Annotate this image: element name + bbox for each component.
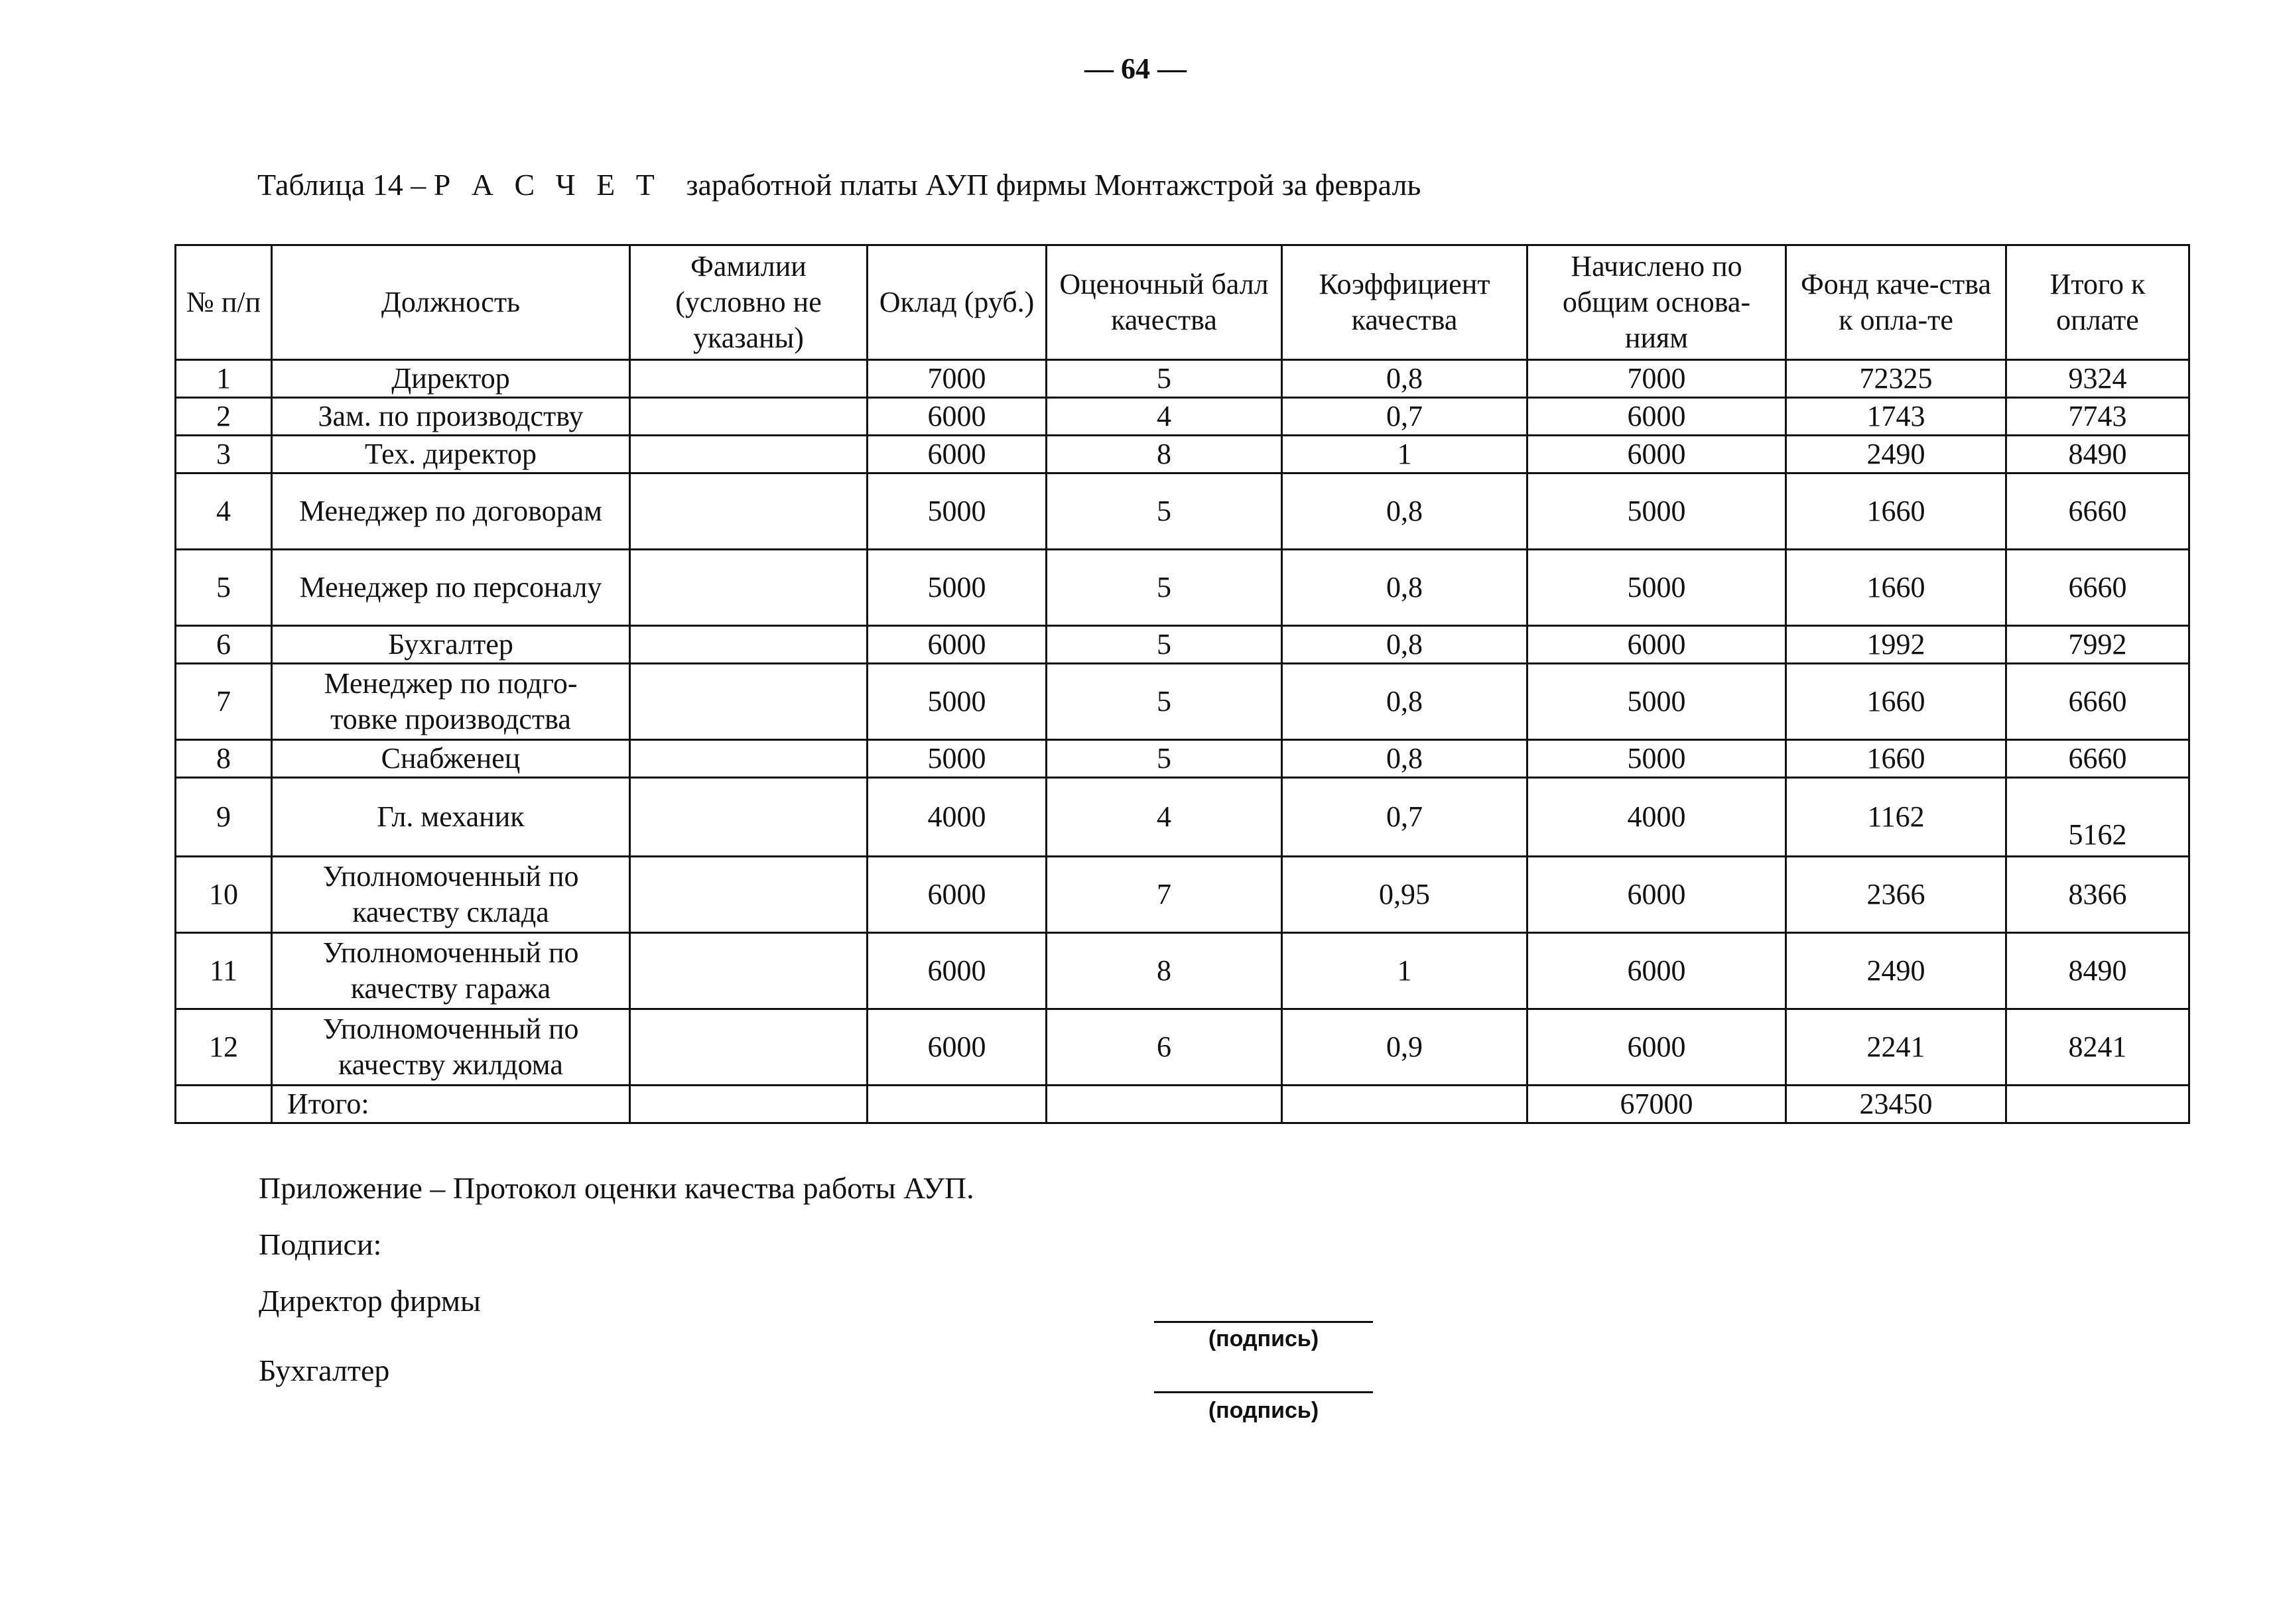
cell-quality-score: 5 bbox=[1047, 664, 1282, 740]
cell-quality-coefficient: 0,8 bbox=[1282, 626, 1527, 664]
cell-number: 8 bbox=[176, 740, 272, 778]
cell-salary: 6000 bbox=[868, 1009, 1047, 1086]
cell-number: 1 bbox=[176, 360, 272, 398]
cell-number: 5 bbox=[176, 550, 272, 626]
cell-salary: 5000 bbox=[868, 664, 1047, 740]
cell-total-payable: 7992 bbox=[2006, 626, 2189, 664]
cell-quality-coefficient: 0,8 bbox=[1282, 550, 1527, 626]
cell-accrued: 4000 bbox=[1527, 778, 1786, 857]
header-row bbox=[176, 245, 2189, 360]
cell-salary bbox=[868, 1086, 1047, 1123]
totals-row bbox=[176, 1086, 2189, 1123]
director-signature-caption: (подпись) bbox=[1208, 1326, 1319, 1351]
cell-number: 11 bbox=[176, 933, 272, 1009]
totals-accrued: 67000 bbox=[1527, 1086, 1786, 1123]
cell-accrued: 5000 bbox=[1527, 664, 1786, 740]
cell-quality-fund: 1660 bbox=[1786, 664, 2006, 740]
cell-quality-fund: 2490 bbox=[1786, 933, 2006, 1009]
cell-quality-score: 6 bbox=[1047, 1009, 1282, 1086]
cell-quality-coefficient: 1 bbox=[1282, 436, 1527, 473]
cell-quality-score: 8 bbox=[1047, 436, 1282, 473]
caption-subject: заработной платы АУП фирмы Монтажстрой за февраль bbox=[686, 168, 1421, 202]
cell-number: 7 bbox=[176, 664, 272, 740]
cell-accrued: 6000 bbox=[1527, 1009, 1786, 1086]
cell-number: 2 bbox=[176, 398, 272, 436]
cell-quality-fund: 2490 bbox=[1786, 436, 2006, 473]
cell-position: Уполномоченный по качеству гаража bbox=[272, 933, 630, 1009]
cell-quality-score: 5 bbox=[1047, 626, 1282, 664]
cell-accrued: 6000 bbox=[1527, 857, 1786, 933]
cell-surname bbox=[630, 857, 868, 933]
cell-surname bbox=[630, 933, 868, 1009]
cell-quality-fund: 1660 bbox=[1786, 550, 2006, 626]
cell-salary: 5000 bbox=[868, 473, 1047, 550]
cell-total-payable: 9324 bbox=[2006, 360, 2189, 398]
signatures-label: Подписи: bbox=[259, 1227, 382, 1261]
cell-quality-fund: 72325 bbox=[1786, 360, 2006, 398]
cell-position: Уполномоченный по качеству склада bbox=[272, 857, 630, 933]
table-row bbox=[176, 550, 2189, 626]
table-row bbox=[176, 664, 2189, 740]
cell-total-payable: 8241 bbox=[2006, 1009, 2189, 1086]
table-row bbox=[176, 740, 2189, 778]
cell-position: Зам. по производству bbox=[272, 398, 630, 436]
cell-surname bbox=[630, 473, 868, 550]
cell-salary: 5000 bbox=[868, 550, 1047, 626]
table-row bbox=[176, 933, 2189, 1009]
cell-position: Менеджер по персоналу bbox=[272, 550, 630, 626]
accountant-signature-line bbox=[1154, 1391, 1373, 1393]
cell-quality-coefficient: 0,7 bbox=[1282, 778, 1527, 857]
cell-quality-fund: 2366 bbox=[1786, 857, 2006, 933]
table-row bbox=[176, 473, 2189, 550]
cell-number: 6 bbox=[176, 626, 272, 664]
cell-position: Менеджер по договорам bbox=[272, 473, 630, 550]
totals-quality-fund: 23450 bbox=[1786, 1086, 2006, 1123]
cell-quality-score: 5 bbox=[1047, 473, 1282, 550]
cell-accrued: 7000 bbox=[1527, 360, 1786, 398]
cell-quality-coefficient: 0,95 bbox=[1282, 857, 1527, 933]
header-quality-fund: Фонд каче-ства к опла-те bbox=[1786, 245, 2006, 360]
cell-total-payable: 6660 bbox=[2006, 664, 2189, 740]
director-signatory: Директор фирмы bbox=[259, 1284, 481, 1318]
cell-number: 10 bbox=[176, 857, 272, 933]
director-signature-line bbox=[1154, 1321, 1373, 1323]
cell-quality-coefficient: 0,9 bbox=[1282, 1009, 1527, 1086]
cell-total-payable: 8490 bbox=[2006, 933, 2189, 1009]
appendix-note: Приложение – Протокол оценки качества работы АУП. bbox=[259, 1171, 974, 1205]
table-row bbox=[176, 1009, 2189, 1086]
cell-surname bbox=[630, 398, 868, 436]
cell-quality-coefficient: 0,7 bbox=[1282, 398, 1527, 436]
header-salary: Оклад (руб.) bbox=[868, 245, 1047, 360]
cell-accrued: 6000 bbox=[1527, 436, 1786, 473]
cell-quality-fund: 1660 bbox=[1786, 473, 2006, 550]
cell-quality-coefficient bbox=[1282, 1086, 1527, 1123]
cell-surname bbox=[630, 550, 868, 626]
cell-accrued: 6000 bbox=[1527, 626, 1786, 664]
table-row bbox=[176, 626, 2189, 664]
cell-total-payable: 6660 bbox=[2006, 740, 2189, 778]
header-total-payable: Итого к оплате bbox=[2006, 245, 2189, 360]
cell-quality-score: 8 bbox=[1047, 933, 1282, 1009]
table-row bbox=[176, 857, 2189, 933]
cell-total-payable: 6660 bbox=[2006, 550, 2189, 626]
cell-quality-coefficient: 0,8 bbox=[1282, 360, 1527, 398]
cell-accrued: 5000 bbox=[1527, 473, 1786, 550]
cell-quality-fund: 1660 bbox=[1786, 740, 2006, 778]
cell-total-payable: 6660 bbox=[2006, 473, 2189, 550]
cell-quality-score: 4 bbox=[1047, 778, 1282, 857]
cell-surname bbox=[630, 626, 868, 664]
cell-surname bbox=[630, 778, 868, 857]
cell-salary: 6000 bbox=[868, 857, 1047, 933]
cell-quality-fund: 1162 bbox=[1786, 778, 2006, 857]
cell-quality-coefficient: 0,8 bbox=[1282, 740, 1527, 778]
cell-quality-score bbox=[1047, 1086, 1282, 1123]
cell-accrued: 6000 bbox=[1527, 933, 1786, 1009]
cell-total-payable: 8490 bbox=[2006, 436, 2189, 473]
cell-number: 3 bbox=[176, 436, 272, 473]
cell-total-payable: 7743 bbox=[2006, 398, 2189, 436]
cell-quality-score: 5 bbox=[1047, 550, 1282, 626]
table-row bbox=[176, 360, 2189, 398]
cell-quality-score: 5 bbox=[1047, 740, 1282, 778]
cell-total-payable: 8366 bbox=[2006, 857, 2189, 933]
cell-salary: 6000 bbox=[868, 626, 1047, 664]
header-surname: Фамилии (условно не указаны) bbox=[630, 245, 868, 360]
cell-salary: 4000 bbox=[868, 778, 1047, 857]
cell-surname bbox=[630, 436, 868, 473]
cell-surname bbox=[630, 740, 868, 778]
cell-number: 4 bbox=[176, 473, 272, 550]
header-number: № п/п bbox=[176, 245, 272, 360]
cell-quality-fund: 1743 bbox=[1786, 398, 2006, 436]
cell-salary: 6000 bbox=[868, 436, 1047, 473]
cell-accrued: 5000 bbox=[1527, 550, 1786, 626]
table-row bbox=[176, 436, 2189, 473]
table-caption bbox=[257, 167, 1421, 202]
cell-quality-coefficient: 1 bbox=[1282, 933, 1527, 1009]
cell-quality-score: 7 bbox=[1047, 857, 1282, 933]
cell-quality-fund: 2241 bbox=[1786, 1009, 2006, 1086]
cell-quality-score: 4 bbox=[1047, 398, 1282, 436]
cell-surname bbox=[630, 664, 868, 740]
cell-quality-coefficient: 0,8 bbox=[1282, 664, 1527, 740]
cell-position: Менеджер по подго-товке производства bbox=[272, 664, 630, 740]
table-row bbox=[176, 778, 2189, 857]
cell-total-payable bbox=[2006, 1086, 2189, 1123]
cell-salary: 5000 bbox=[868, 740, 1047, 778]
cell-position: Бухгалтер bbox=[272, 626, 630, 664]
payroll-table bbox=[174, 244, 2190, 1124]
cell-position: Гл. механик bbox=[272, 778, 630, 857]
cell-total-payable: 5162 bbox=[2006, 778, 2189, 857]
cell-surname bbox=[630, 360, 868, 398]
cell-accrued: 5000 bbox=[1527, 740, 1786, 778]
totals-label: Итого: bbox=[272, 1086, 630, 1123]
cell-number: 12 bbox=[176, 1009, 272, 1086]
header-position: Должность bbox=[272, 245, 630, 360]
cell-position: Снабженец bbox=[272, 740, 630, 778]
caption-title-word: Р А С Ч Е Т bbox=[433, 168, 661, 202]
cell-position: Директор bbox=[272, 360, 630, 398]
page-number: — 64 — bbox=[1084, 52, 1187, 85]
accountant-signatory: Бухгалтер bbox=[259, 1353, 390, 1387]
header-accrued: Начислено по общим основа-ниям bbox=[1527, 245, 1786, 360]
cell-position: Тех. директор bbox=[272, 436, 630, 473]
cell-surname bbox=[630, 1086, 868, 1123]
cell-accrued: 6000 bbox=[1527, 398, 1786, 436]
cell-quality-score: 5 bbox=[1047, 360, 1282, 398]
cell-number: 9 bbox=[176, 778, 272, 857]
cell-quality-coefficient: 0,8 bbox=[1282, 473, 1527, 550]
cell-surname bbox=[630, 1009, 868, 1086]
header-quality-score: Оценочный балл качества bbox=[1047, 245, 1282, 360]
cell-number bbox=[176, 1086, 272, 1123]
cell-salary: 7000 bbox=[868, 360, 1047, 398]
table-row bbox=[176, 398, 2189, 436]
cell-quality-fund: 1992 bbox=[1786, 626, 2006, 664]
cell-salary: 6000 bbox=[868, 933, 1047, 1009]
accountant-signature-caption: (подпись) bbox=[1208, 1398, 1319, 1423]
caption-prefix: Таблица 14 – bbox=[257, 168, 426, 202]
header-quality-coefficient: Коэффициент качества bbox=[1282, 245, 1527, 360]
cell-salary: 6000 bbox=[868, 398, 1047, 436]
cell-position: Уполномоченный по качеству жилдома bbox=[272, 1009, 630, 1086]
